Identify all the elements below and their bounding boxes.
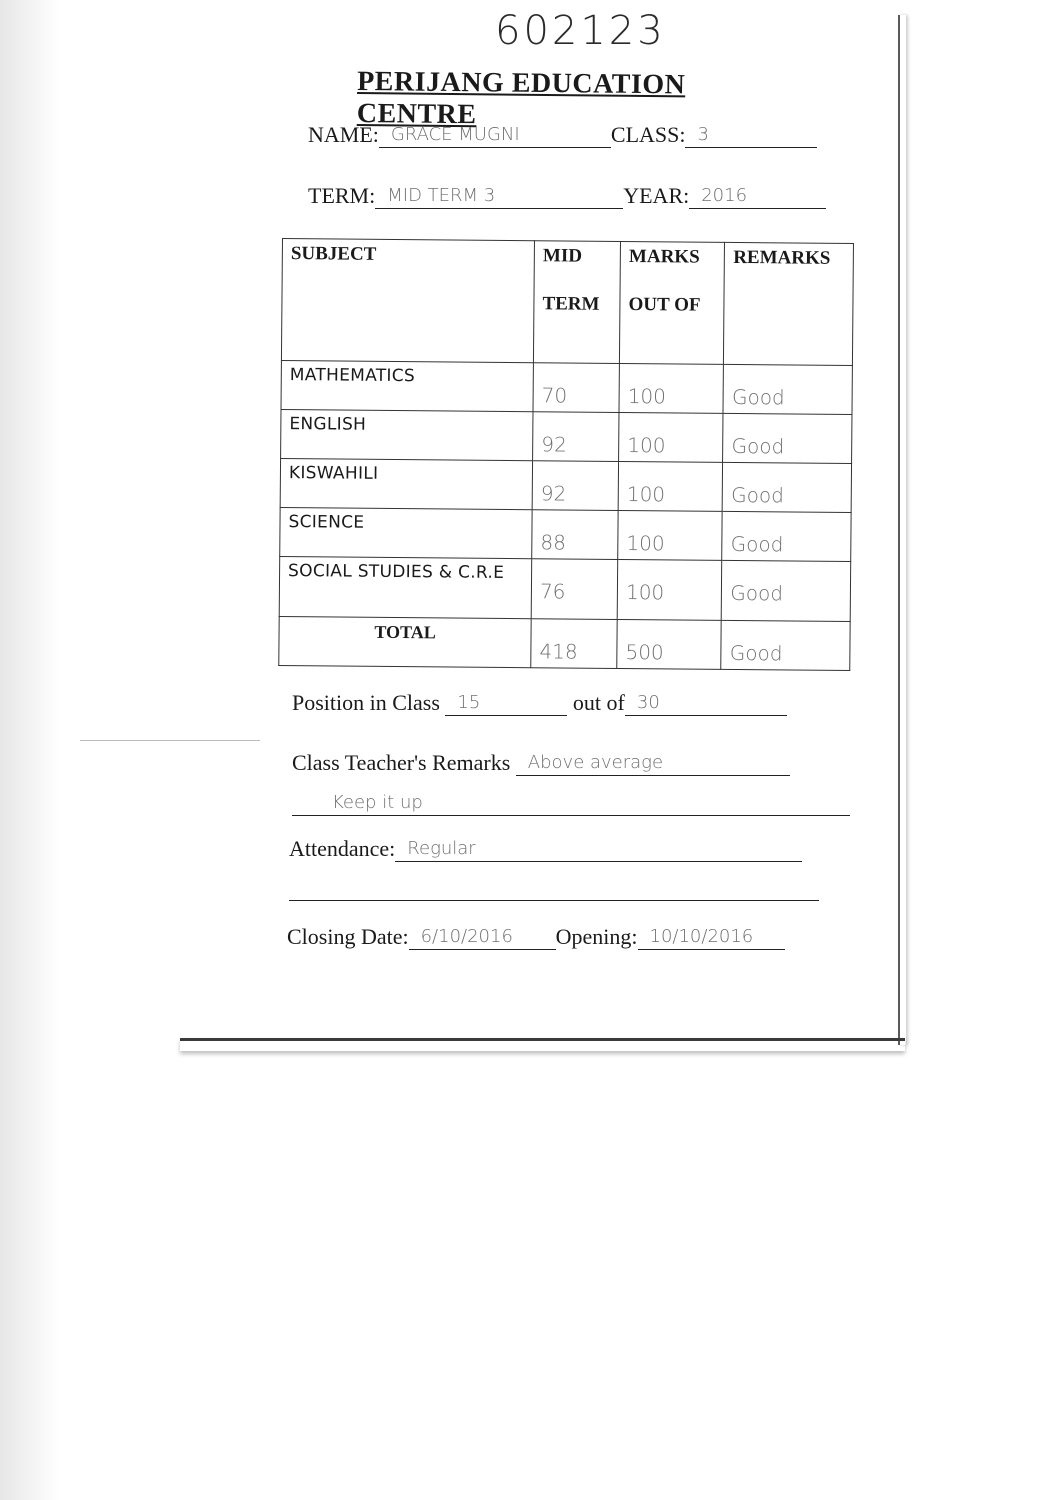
card-edge-right — [898, 15, 906, 1045]
subject-cell: MATHEMATICS — [281, 360, 533, 411]
closing-date-label: Closing Date: — [287, 924, 409, 949]
class-label: CLASS: — [610, 122, 686, 147]
total-remark: Good — [721, 620, 850, 670]
remark-cell: Good — [723, 462, 852, 512]
out-of-cell: 100 — [619, 363, 724, 413]
mid-term-cell: 92 — [532, 461, 618, 511]
teacher-remarks-label: Class Teacher's Remarks — [292, 750, 511, 775]
position-out-of-label: out of — [572, 690, 625, 715]
name-class-row — [308, 122, 817, 148]
teacher-remarks-row — [292, 750, 790, 776]
reference-number: 602123 — [495, 8, 666, 54]
position-label: Position in Class — [292, 690, 440, 715]
header-marks-out-of: MARKS OUT OF — [620, 241, 725, 364]
year-value: 2016 — [689, 184, 826, 209]
table-row — [281, 409, 852, 463]
name-value: GRACE MUGNI — [379, 123, 611, 148]
out-of-cell: 100 — [618, 461, 723, 511]
attendance-row — [289, 836, 802, 862]
table-row — [280, 458, 851, 512]
name-label: NAME: — [308, 122, 379, 147]
header-subject: SUBJECT — [281, 239, 534, 363]
total-mid-term: 418 — [531, 619, 617, 669]
card-edge-bottom — [180, 1038, 905, 1051]
scan-shadow — [0, 0, 60, 1500]
teacher-remarks-row2 — [292, 790, 850, 816]
opening-date-value: 10/10/2016 — [638, 925, 785, 950]
attendance-value: Regular — [395, 837, 802, 862]
out-of-cell: 100 — [618, 510, 723, 560]
teacher-remarks-line2: Keep it up — [292, 791, 850, 816]
subject-cell: SCIENCE — [280, 507, 532, 558]
attendance-label: Attendance: — [289, 836, 396, 861]
position-out-of-value: 30 — [625, 691, 787, 716]
table-header-row — [281, 239, 853, 366]
remark-cell: Good — [723, 413, 852, 463]
position-row — [292, 690, 787, 716]
table-row — [279, 556, 851, 621]
subject-cell: KISWAHILI — [280, 458, 532, 509]
total-out-of: 500 — [617, 619, 722, 669]
header-remarks: REMARKS — [724, 242, 854, 365]
table-row — [280, 507, 851, 561]
teacher-remarks-line1: Above average — [516, 751, 790, 776]
opening-date-label: Opening: — [555, 924, 638, 949]
school-title: PERIJANG EDUCATION CENTRE — [356, 66, 686, 131]
term-value: MID TERM 3 — [375, 184, 623, 209]
attendance-extra-line — [289, 900, 819, 901]
remark-cell: Good — [722, 560, 851, 621]
closing-date-value: 6/10/2016 — [409, 925, 556, 950]
dates-row — [287, 924, 785, 950]
out-of-cell: 100 — [619, 412, 724, 462]
out-of-cell: 100 — [617, 559, 722, 620]
subject-cell: ENGLISH — [281, 409, 533, 460]
table-total-row — [279, 616, 850, 670]
mid-term-cell: 76 — [531, 559, 618, 620]
position-value: 15 — [445, 691, 567, 716]
fold-line — [80, 740, 260, 741]
term-label: TERM: — [308, 183, 376, 208]
header-mid-term: MID TERM — [533, 241, 620, 364]
subject-cell: SOCIAL STUDIES & C.R.E — [279, 556, 532, 618]
mid-term-cell: 88 — [532, 510, 618, 560]
term-year-row — [308, 183, 826, 209]
total-label: TOTAL — [279, 616, 531, 667]
class-value: 3 — [685, 123, 817, 148]
table-row — [281, 360, 852, 414]
mid-term-cell: 70 — [533, 363, 619, 413]
year-label: YEAR: — [623, 183, 690, 208]
remark-cell: Good — [723, 364, 852, 414]
marks-table — [278, 238, 854, 671]
mid-term-cell: 92 — [533, 412, 619, 462]
remark-cell: Good — [722, 511, 851, 561]
